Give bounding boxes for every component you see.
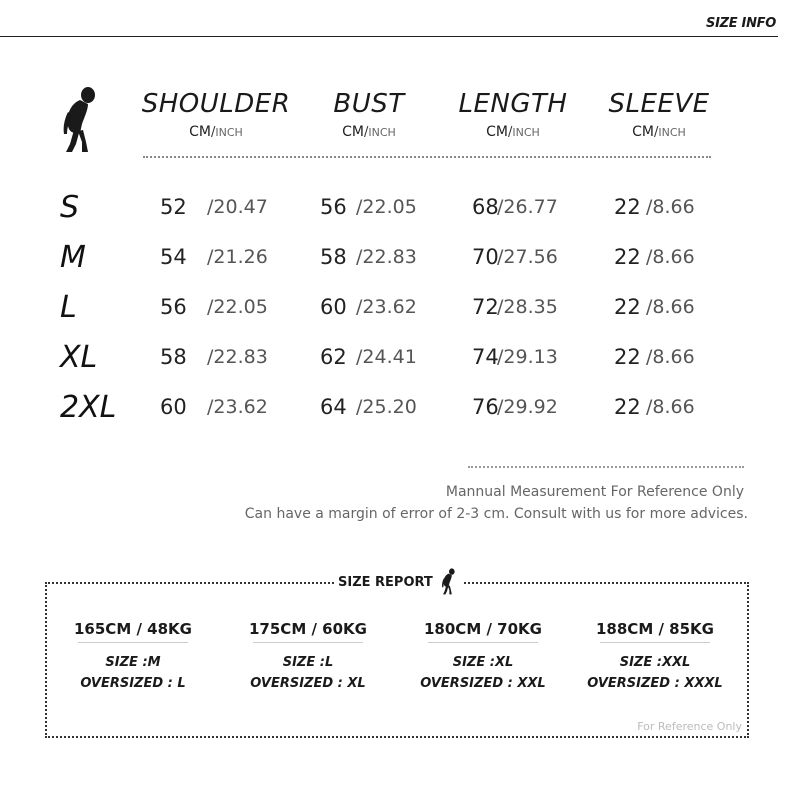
walking-ape-icon	[439, 568, 459, 596]
size-report-title: SIZE REPORT	[338, 574, 433, 590]
size-label: S	[60, 190, 80, 225]
size-report-item	[48, 620, 218, 691]
item-divider	[428, 642, 538, 643]
walking-ape-icon	[58, 86, 104, 156]
shoulder-cm: 60	[160, 395, 187, 419]
length-cm: 70	[472, 245, 499, 269]
column-unit: CM/INCH	[632, 124, 686, 140]
shoulder-inch: /22.05	[207, 296, 268, 318]
bust-inch: /25.20	[356, 396, 417, 418]
size-report-header	[334, 568, 463, 596]
column-unit: CM/INCH	[189, 124, 243, 140]
length-inch: /28.35	[497, 296, 558, 318]
sleeve-inch: /8.66	[646, 346, 695, 368]
size-report-item	[570, 620, 740, 691]
shoulder-inch: /23.62	[207, 396, 268, 418]
length-inch: /26.77	[497, 196, 558, 218]
length-cm: 68	[472, 195, 499, 219]
sleeve-cm: 22	[614, 245, 641, 269]
oversized-size: OVERSIZED : XXXL	[587, 676, 723, 691]
shoulder-cm: 58	[160, 345, 187, 369]
sleeve-cm: 22	[614, 395, 641, 419]
column-title: LENGTH	[458, 89, 568, 119]
size-report-item	[223, 620, 393, 691]
sleeve-inch: /8.66	[646, 296, 695, 318]
table-row	[0, 240, 800, 280]
height-weight: 188CM / 85KG	[596, 620, 714, 638]
size-label: XL	[60, 340, 98, 375]
bust-inch: /24.41	[356, 346, 417, 368]
header-divider	[143, 156, 711, 158]
sleeve-inch: /8.66	[646, 246, 695, 268]
size-report-item	[398, 620, 568, 691]
table-row	[0, 290, 800, 330]
shoulder-inch: /22.83	[207, 346, 268, 368]
length-cm: 72	[472, 295, 499, 319]
bust-cm: 62	[320, 345, 347, 369]
column-header-sleeve	[574, 88, 744, 140]
recommended-size: SIZE :XL	[452, 655, 514, 670]
oversized-size: OVERSIZED : XXL	[420, 676, 546, 691]
height-weight: 175CM / 60KG	[249, 620, 367, 638]
sleeve-cm: 22	[614, 345, 641, 369]
shoulder-inch: /21.26	[207, 246, 268, 268]
length-inch: /29.92	[497, 396, 558, 418]
item-divider	[253, 642, 363, 643]
size-label: L	[60, 290, 77, 325]
size-info-tag: SIZE INFO	[706, 16, 776, 31]
note-margin-of-error: Can have a margin of error of 2-3 cm. Consult with us for more advices.	[244, 506, 748, 522]
header-rule	[0, 36, 778, 37]
bust-cm: 56	[320, 195, 347, 219]
shoulder-inch: /20.47	[207, 196, 268, 218]
sleeve-inch: /8.66	[646, 196, 695, 218]
length-cm: 76	[472, 395, 499, 419]
column-title: SHOULDER	[141, 89, 291, 119]
column-title: BUST	[333, 89, 405, 119]
recommended-size: SIZE :L	[282, 655, 334, 670]
sleeve-cm: 22	[614, 295, 641, 319]
size-label: 2XL	[60, 390, 117, 425]
recommended-size: SIZE :XXL	[619, 655, 691, 670]
column-title: SLEEVE	[608, 89, 710, 119]
column-header-length	[428, 88, 598, 140]
bust-inch: /22.05	[356, 196, 417, 218]
height-weight: 165CM / 48KG	[74, 620, 192, 638]
length-inch: /29.13	[497, 346, 558, 368]
item-divider	[600, 642, 710, 643]
size-label: M	[60, 240, 86, 275]
bust-inch: /23.62	[356, 296, 417, 318]
shoulder-cm: 54	[160, 245, 187, 269]
oversized-size: OVERSIZED : L	[80, 676, 186, 691]
bust-cm: 64	[320, 395, 347, 419]
height-weight: 180CM / 70KG	[424, 620, 542, 638]
shoulder-cm: 56	[160, 295, 187, 319]
table-row	[0, 390, 800, 430]
bust-inch: /22.83	[356, 246, 417, 268]
shoulder-cm: 52	[160, 195, 187, 219]
bust-cm: 60	[320, 295, 347, 319]
note-measurement: Mannual Measurement For Reference Only	[445, 484, 744, 500]
column-unit: CM/INCH	[486, 124, 540, 140]
recommended-size: SIZE :M	[105, 655, 161, 670]
oversized-size: OVERSIZED : XL	[250, 676, 366, 691]
length-cm: 74	[472, 345, 499, 369]
sleeve-inch: /8.66	[646, 396, 695, 418]
table-row	[0, 190, 800, 230]
reference-footnote: For Reference Only	[637, 720, 742, 733]
table-row	[0, 340, 800, 380]
length-inch: /27.56	[497, 246, 558, 268]
column-unit: CM/INCH	[342, 124, 396, 140]
sleeve-cm: 22	[614, 195, 641, 219]
item-divider	[78, 642, 188, 643]
column-header-shoulder	[131, 88, 301, 140]
bust-cm: 58	[320, 245, 347, 269]
notes-divider	[468, 466, 744, 468]
